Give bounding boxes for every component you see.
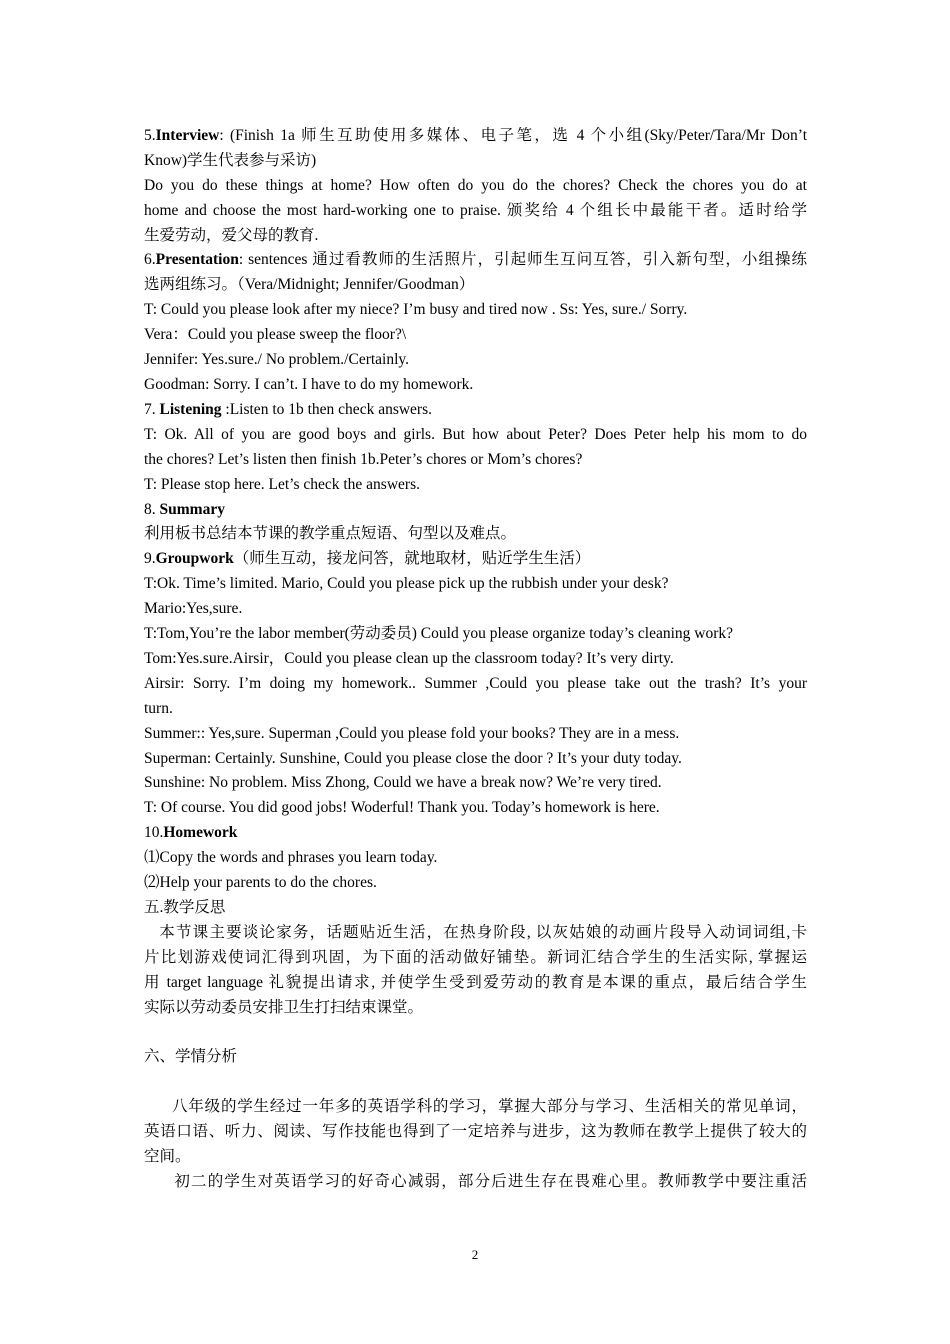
dialogue-line: turn. <box>144 699 173 717</box>
section-number: 10. <box>144 824 164 842</box>
dialogue-line: Mario:Yes,sure. <box>144 600 243 618</box>
dialogue-line: Tom:Yes.sure.Airsir，Could you please clean up the classroom today? It’s very dirty. <box>144 649 674 667</box>
dialogue-line: T: Of course. You did good jobs! Woderful! Thank you. Today’s homework is here. <box>144 799 660 817</box>
section-title-listening: Listening <box>159 400 222 418</box>
dialogue-line: Summer:: Yes,sure. Superman ,Could you please fold your books? They are in a mess. <box>144 724 680 742</box>
dialogue-line: T: Could you please look after my niece? I’m busy and tired now . Ss: Yes, sure./ Sorry. <box>144 301 688 319</box>
section-10-heading-line <box>144 821 807 846</box>
dialogue-line: T: Please stop here. Let’s check the answers. <box>144 475 420 493</box>
section-number: 5. <box>144 127 156 144</box>
homework-item: ⑴Copy the words and phrases you learn today. <box>144 849 438 867</box>
dialogue-line: Jennifer: Yes.sure./ No problem./Certainly. <box>144 351 410 369</box>
dialogue-line: Airsir: Sorry. I’m doing my homework.. Summer ,Could you please take out the trash? It’s your <box>144 674 807 692</box>
section-number: 6. <box>144 251 156 269</box>
section-6-heading-line <box>144 248 807 273</box>
section-title-presentation: Presentation <box>155 251 239 269</box>
reflection-line: 本节课主要谈论家务，话题贴近生活，在热身阶段, 以灰姑娘的动画片段导入动词词组,卡 <box>144 923 807 941</box>
section-title-groupwork: Groupwork <box>155 550 234 568</box>
section-title-interview: Interview <box>155 127 220 144</box>
text-line: 生爱劳动，爱父母的教育. <box>144 226 319 244</box>
section-title-homework: Homework <box>163 824 238 842</box>
section-text: : sentences 通过看教师的生活照片，引起师生互问互答，引入新句型，小组操练 <box>238 251 807 269</box>
dialogue-line: T:Tom,You’re the labor member(劳动委员) Could you please organize today’s cleaning work? <box>144 625 734 643</box>
document-page <box>144 124 807 1195</box>
dialogue-line: Vera：Could you please sweep the floor?\ <box>144 326 407 344</box>
section-title-summary: Summary <box>159 500 225 518</box>
dialogue-line: T:Ok. Time’s limited. Mario, Could you please pick up the rubbish under your desk? <box>144 575 669 593</box>
page-number: 2 <box>471 1247 479 1262</box>
section-number: 7. <box>144 400 160 418</box>
section-text: （师生互动，接龙问答，就地取材，贴近学生生活） <box>233 550 591 568</box>
section-text: : (Finish 1a 师生互助使用多媒体、电子笔，选 4 个小组(Sky/Peter/Tara/Mr Don’t <box>219 127 807 144</box>
section-text: :Listen to 1b then check answers. <box>221 400 432 418</box>
reflection-line: 实际以劳动委员安排卫生打扫结束课堂。 <box>144 998 424 1016</box>
text-line: Know)学生代表参与采访) <box>144 151 317 169</box>
spacer <box>144 1020 807 1045</box>
analysis-line: 初二的学生对英语学习的好奇心减弱，部分后进生存在畏难心里。教师教学中要注重活 <box>144 1172 807 1190</box>
dialogue-line: Goodman: Sorry. I can’t. I have to do my homework. <box>144 376 474 393</box>
text-line: 利用板书总结本节课的教学重点短语、句型以及难点。 <box>144 525 517 543</box>
homework-item: ⑵Help your parents to do the chores. <box>144 874 377 892</box>
analysis-line: 英语口语、听力、阅读、写作技能也得到了一定培养与进步，这为教师在教学上提供了较大的 <box>144 1123 807 1141</box>
analysis-heading: 六、学情分析 <box>144 1048 238 1066</box>
dialogue-line: Sunshine: No problem. Miss Zhong, Could we have a break now? We’re very tired. <box>144 774 662 792</box>
spacer <box>144 1070 807 1095</box>
text-line: home and choose the most hard-working one to praise. 颁奖给 4 个组长中最能干者。适时给学 <box>144 201 807 219</box>
section-number: 9. <box>144 550 156 568</box>
analysis-line: 空间。 <box>144 1147 191 1165</box>
section-7-heading-line <box>144 398 807 423</box>
reflection-line: 用 target language 礼貌提出请求, 并使学生受到爱劳动的教育是本课的重点，最后结合学生 <box>144 973 807 991</box>
text-line: Do you do these things at home? How often do you do the chores? Check the chores you do at <box>144 176 807 194</box>
dialogue-line: Superman: Certainly. Sunshine, Could you please close the door ? It’s your duty today. <box>144 749 682 767</box>
section-8-heading-line <box>144 498 807 523</box>
reflection-line: 片比划游戏使词汇得到巩固，为下面的活动做好铺垫。新词汇结合学生的生活实际, 掌握运 <box>144 948 807 966</box>
dialogue-line: T: Ok. All of you are good boys and girls. But how about Peter? Does Peter help his mom to do <box>144 425 807 443</box>
section-9-heading-line <box>144 547 807 572</box>
dialogue-line: the chores? Let’s listen then finish 1b.Peter’s chores or Mom’s chores? <box>144 450 583 468</box>
analysis-line: 八年级的学生经过一年多的英语学科的学习，掌握大部分与学习、生活相关的常见单词， <box>144 1098 807 1116</box>
reflection-heading: 五.教学反思 <box>144 899 226 916</box>
section-5-heading-line <box>144 124 807 149</box>
section-number: 8. <box>144 500 160 518</box>
text-line: 选两组练习。（Vera/Midnight; Jennifer/Goodman） <box>144 276 475 294</box>
